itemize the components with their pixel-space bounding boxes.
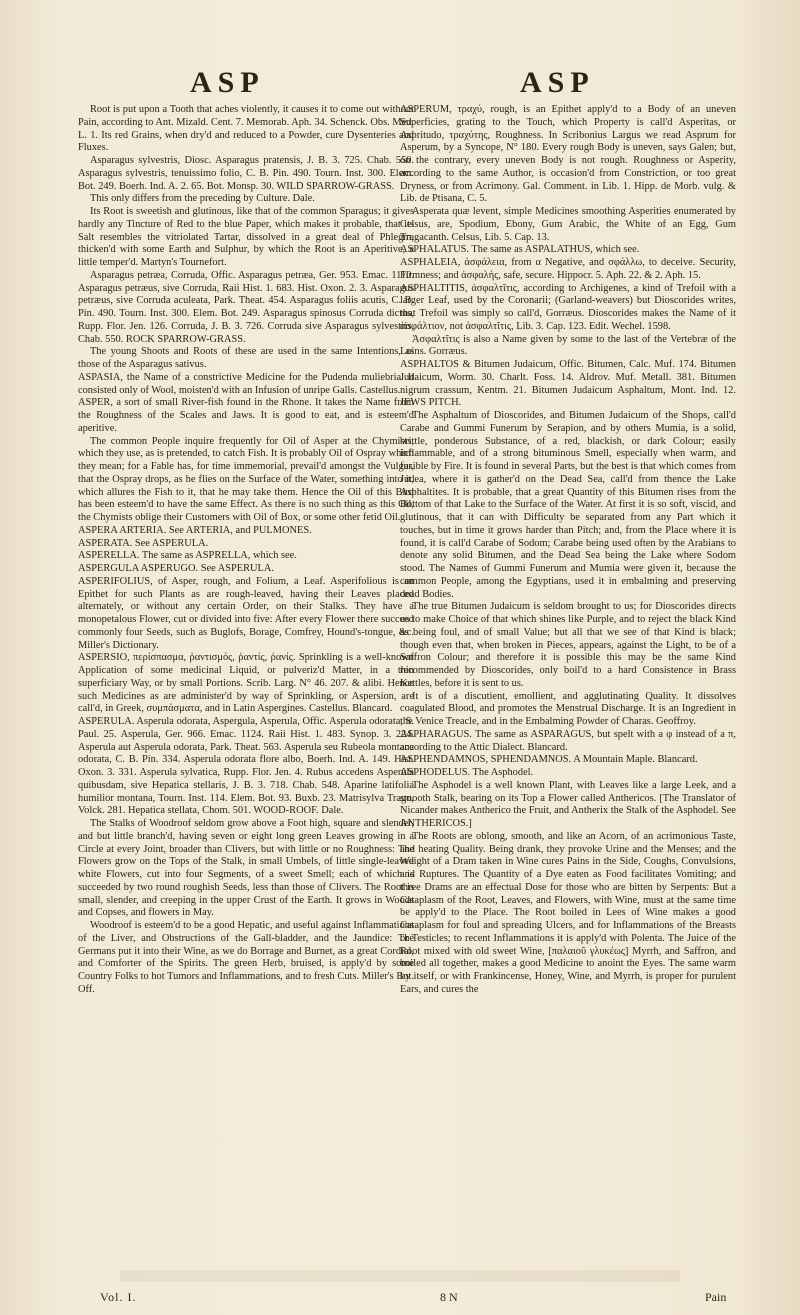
paragraph: It is of a discutient, emollient, and agglutinating Quality. It dissolves coagulated Blood, and promotes the Menstrual Discharge. It is an Ingredient in the Venice Treacle, and in the Embalming Powder of Charas. Geoffroy. [400,690,736,727]
paragraph: Woodroof is esteem'd to be a good Hepatic, and useful against Inflammations of the Liver, and Obstructions of the Gall-bladder, and the Jaundice: The Germans put it into their Wine, as we do Borrage and Burnet, as a great Cordial, and Comforter of the Spirits. The green Herb, bruised, is apply'd by some Country Folks to hot Tumors and Inflammations, and to fresh Cuts. Miller's Bot. Off. [78,920,414,995]
running-head-left: ASP [190,66,265,99]
paragraph: The Stalks of Woodroof seldom grow above a Foot high, square and slender, and but little branch'd, having seven or eight long green Leaves growing in a Circle at every Joint, broader than Clivers, but with little or no Roughness: The Flowers grow on the Tops of the Stalk, in small Umbels, of little single-leaved white Flowers, cut into four Segments, of a sweet Smell; each of which is succeeded by two round roughish Seeds, less than those of Clivers. The Root is small, slender, and creeping in the upper Crust of the Earth. It grows in Woods and Copses, and flowers in May. [78,818,414,919]
paragraph: Asparagus petræa, Corruda, Offic. Asparagus petræa, Ger. 953. Emac. 1110. Asparagus petræus, sive Corruda, Raii Hist. 1. 683. Hist. Oxon. 2. 3. Asparagus petræus, sive Corruda aculeata, Park. Theat. 454. Asparagus foliis acutis, C. B. Pin. 490. Tourn. Inst. 300. Elem. Bot. 249. Asparagus spinosus Corruda dictus, Rupp. Flor. Jen. 126. Corruda, J. B. 3. 726. Corruda sive Asparagus sylvestris, Chab. 550. ROCK SPARROW-GRASS. [78,269,414,345]
paragraph: ASPER, a sort of small River-fish found in the Rhone. It takes the Name from the Roughness of the Scales and Jaws. It is good to eat, and is esteem'd aperitive. [78,397,414,434]
paragraph: The Roots are oblong, smooth, and like an Acorn, of an acrimonious Taste, and heating Quality. Being drank, they provoke Urine and the Menses; and the Weight of a Dram taken in Wine cures Pains in the Side, Coughs, Convulsions, and Ruptures. The Quantity of a Dye eaten as Food facilitates Vomiting; and three Drams are an effectual Dose for those who are bitten by Serpents: But a Cataplasm of the Root, Leaves, and Flowers, with Wine, must at the same time be apply'd to the Place. The Root boiled in Lees of Wine makes a good Cataplasm for foul and spreading Ulcers, and for Inflammations of the Breasts or Testicles; to recent Inflammations it is apply'd with Polenta. The Juice of the Root mixed with old sweet Wine, [παλαιοῦ γλυκέως] Myrrh, and Saffron, and boiled all together, makes a good Medicine to anoint the Eyes. The same warm by itself, or with Frankincense, Honey, Wine, and Myrrh, is proper for purulent Ears, and cures the [400,830,736,995]
paragraph: ASPERELLA. The same as ASPRELLA, which see. [78,550,297,562]
paragraph: ASPERATA. See ASPERULA. [78,537,209,549]
paragraph: ASPERA ARTERIA. See ARTERIA, and PULMONES. [78,524,312,536]
paragraph: ASPERSIO, περίσπασμα, ῥαντισμός, ῥαντίς, ῥανίς. Sprinkling is a well-known Application of some medicinal Liquid, or pulveriz'd Matter, in a thin superficiary Way, or by small Portions. Scrib. Larg. N° 46. 207. & alibi. Hence such Medicines as are administer'd by way of Sprinkling, or Aspersion, are call'd, in Greek, συμπάσματα, and in Latin Aspergines. Castellus. Blancard. [78,652,414,715]
paragraph: The common People inquire frequently for Oil of Asper at the Chymists, which they use, as is pretended, to catch Fish. It is probably Oil of Ospray which they mean; for a Fable has, for time immemorial, prevail'd amongst the Vulgar, that the Ospray drops, as he flies on the Surface of the Water, something into it, which allures the Fish to it, that he may take them. Hence the Oil of this Bird has been esteem'd to have the same Effect. As there is no such thing as this Oil, the Chymists oblige their Customers with Oil of Box, or some other fetid Oil. [78,435,414,523]
paragraph: ASPERGULA ASPERUGO. See ASPERULA. [78,563,275,574]
show-through-bleed [120,1270,680,1282]
paragraph: Asperata quæ levent, simple Medicines smoothing Asperities enumerated by Celsus, are, Spodium, Ebony, Gum Arabic, the White of an Egg, Gum Tragacanth. Celsus, Lib. 5. Cap. 13. [400,206,736,243]
paragraph: The Asphaltum of Dioscorides, and Bitumen Judaicum of the Shops, call'd Carabe and Gummi Funerum by Serapion, and by others Mumia, is a solid, brittle, ponderous Substance, of a red, blackish, or dark Colour; easily inflammable, and of a strong bituminous Smell, especially when warm, and fusible by Fire. It is found in several Parts, but the best is that which comes from Judea, where it is gather'd on the Dead Sea, call'd from thence the Lake Asphaltites. It is probable, that a great Quantity of this Bitumen rises from the Bottom of that Lake to the Surface of the Water. At first it is so soft, viscid, and glutinous, that it can with Difficulty be separated from any Part which it touches, but in time it grows harder than Pitch; and, from the Place where it is found, it is call'd Carabe of Sodom; Carabe being used often by the Arabians to denote any solid Bitumen, and the Dead Sea being the Lake where Sodom stood. The Names of Gummi Funerum and Mumia were given it, because the common People, among the Egyptians, used it in embalming and preserving dead Bodies. [400,410,736,600]
footer-catchword: Pain [705,1290,727,1304]
paragraph: ASPHALEIA, ἀσφάλεια, from α Negative, and σφάλλω, to deceive. Security, Firmness; and ἀσφαλὴς, safe, secure. Hippocr. 5. Aph. 22. & 2. Aph. 15. [400,257,736,281]
footer-signature: 8 N [440,1290,458,1304]
paragraph: ASPHARAGUS. The same as ASPARAGUS, but spelt with a φ instead of a π, according to the Attic Dialect. Blancard. [400,728,736,753]
paragraph: ASPASIA, the Name of a constrictive Medicine for the Pudenda muliebria. It consisted only of Wool, moisten'd with an Infusion of unripe Galls. Castellus. [78,371,414,396]
paragraph: Root is put upon a Tooth that aches violently, it causes it to come out without Pain, according to Ant. Mizald. Cent. 7. Memorab. Aph. 34. Schenck. Obs. Med. L. 1. Its red Grains, when dry'd and reduced to a Powder, cure Dysenteries and Fluxes. [78,104,414,154]
paragraph: Asparagus sylvestris, Diosc. Asparagus pratensis, J. B. 3. 725. Chab. 550. Asparagus sylvestris, tenuissimo folio, C. B. Pin. 490. Tourn. Inst. 300. Elem. Bot. 249. Boerh. Ind. A. 2. 65. Bot. Monsp. 30. WILD SPARROW-GRASS. [78,155,414,192]
left-text-column [78,104,414,1294]
paragraph: ASPHALTOS & Bitumen Judaicum, Offic. Bitumen, Calc. Muf. 174. Bitumen Judaicum, Worm. 30. Charlt. Foss. 14. Aldrov. Muf. Metall. 381. Bitumen nigrum crassum, Kentm. 21. Bitumen Judaicum Asphaltum, Mont. Ind. 12. JEWS PITCH. [400,359,736,409]
paragraph: ASPERULA. Asperula odorata, Aspergula, Asperula, Offic. Asperula odorata, S. Paul. 25. Asperula, Ger. 966. Emac. 1124. Raii Hist. 1. 483. Synop. 3. 224. Asperula aut Asperula odorata, Park. Theat. 563. Asperula seu Rubeola montana odorata, C. B. Pin. 334. Asperula odorata flore albo, Boerh. Ind. A. 149. Hist. Oxon. 3. 331. Asperula sylvatica, Rupp. Flor. Jen. 4. Rubus accedens Asperula quibusdam, sive Hepatica stellaris, J. B. 3. 718. Chab. 548. Aparine latifolia humilior montana, Tourn. Inst. 114. Elem. Bot. 93. Buxb. 23. Matrisylva Trago, Volck. 281. Hepatica stellata, Chom. 501. WOOD-ROOF. Dale. [78,716,414,817]
paragraph: ASPERUM, τραχύ, rough, is an Epithet apply'd to a Body of an uneven Superficies, grating to the Touch, which Property is call'd Asperitas, or Aspritudo, τραχύτης, Roughness. In Scribonius Largus we read Asprum for Asperum, by a Syncope, N° 180. Every rough Body is uneven, says Galen; but, on the contrary, every uneven Body is not rough. Roughness or Asperity, according to the same Author, is occasion'd from Constriction, or too great Dryness, or from Acrimony. Gal. Comment. in Lib. 1. Hipp. de Morb. vulg. & Lib. de Ptisana, C. 5. [400,104,736,205]
paragraph: ASPHALATUS. The same as ASPALATHUS, which see. [400,244,640,256]
paragraph: ASPHALTITIS, ἀσφαλτῖτις, according to Archigenes, a kind of Trefoil with a larger Leaf, used by the Coronarii; (Garland-weavers) but Dioscorides writes, that Trefoil was simply so call'd, Gorræus. Dioscorides makes the Name of it ἀσφάλτιον, not ἀσφαλτῖτις, Lib. 3. Cap. 123. Edit. Wechel. 1598. [400,282,736,332]
paragraph: ASPHENDAMNOS, SPHENDAMNOS. A Mountain Maple. Blancard. [400,754,698,766]
paragraph: The true Bitumen Judaicum is seldom brought to us; for Dioscorides directs us to make Choice of that which shines like Purple, and to reject the black Kind as being foul, and of small Value; but all that we see of that Kind is black; though even that, when broken in Pieces, appears, against the Light, to be of a Saffron Colour; and therefore it is possible this may be the same Kind recommended by Dioscorides, only boil'd to a hard Consistence in Brass Kettles, before it is sent to us. [400,601,736,689]
paragraph: ASPHODELUS. The Asphodel. [400,767,534,778]
paragraph: The young Shoots and Roots of these are used in the same Intentions, as those of the Asparagus sativus. [78,346,414,370]
footer-volume: Vol. I. [100,1290,137,1304]
running-head-right: ASP [520,66,595,99]
paragraph: Its Root is sweetish and glutinous, like that of the common Sparagus; it gives hardly any Tincture of Red to the blue Paper, which makes it probable, that its Salt resembles the vitriolated Tartar, dissolved in a great deal of Phlegm, thicken'd with some Earth and Sulphur, by which the Root is an Aperitive, a little temper'd. Martyn's Tournefort. [78,206,414,268]
paragraph: The Asphodel is a well known Plant, with Leaves like a large Leek, and a smooth Stalk, bearing on its Top a Flower called Anthericos. [The Translator of Nicander makes Antherico the Fruit, and Antherix the Stalk of the Asphodel. See ANTHERICOS.] [400,779,736,829]
paragraph: This only differs from the preceding by Culture. Dale. [90,193,315,205]
paragraph: Ἀσφαλτῖτις is also a Name given by some to the last of the Vertebræ of the Loins. Gorræus. [400,333,736,358]
paragraph: ASPERIFOLIUS, of Asper, rough, and Folium, a Leaf. Asperifolious is an Epithet for such Plants as are rough-leaved, having their Leaves placed alternately, or without any certain Order, on their Stalks. They have a monopetalous Flower, cut or divided into five: After every Flower there succeed commonly four Seeds, such as Buglofs, Borage, Comfrey, Hound's-tongue, &c. Miller's Dictionary. [78,575,414,651]
right-text-column [400,104,736,1294]
